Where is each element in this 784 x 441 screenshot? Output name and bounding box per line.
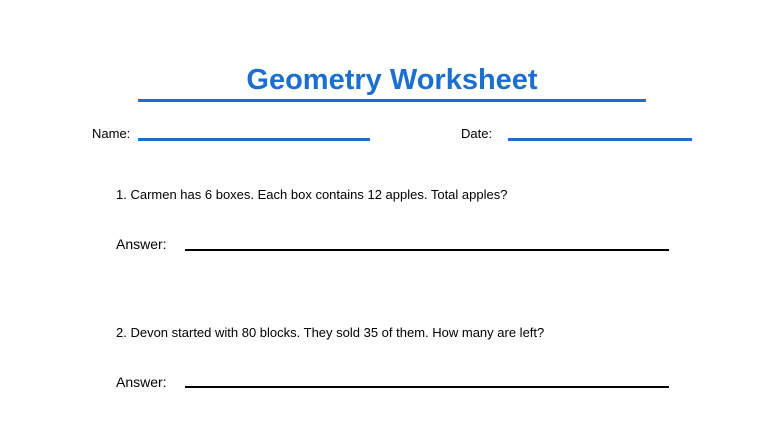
question-2: 2. Devon started with 80 blocks. They sold 35 of them. How many are left? — [116, 325, 545, 340]
answer-line-2[interactable] — [185, 386, 669, 388]
answer-label-1: Answer: — [116, 236, 167, 252]
name-label: Name: — [92, 126, 131, 141]
title-underline — [138, 99, 646, 102]
worksheet-title: Geometry Worksheet — [246, 64, 538, 96]
question-1: 1. Carmen has 6 boxes. Each box contains 12 apples. Total apples? — [116, 187, 508, 202]
answer-line-1[interactable] — [185, 249, 669, 251]
name-field-line[interactable] — [138, 138, 370, 141]
date-label: Date: — [461, 126, 493, 141]
date-field-line[interactable] — [508, 138, 692, 141]
answer-label-2: Answer: — [116, 374, 167, 390]
